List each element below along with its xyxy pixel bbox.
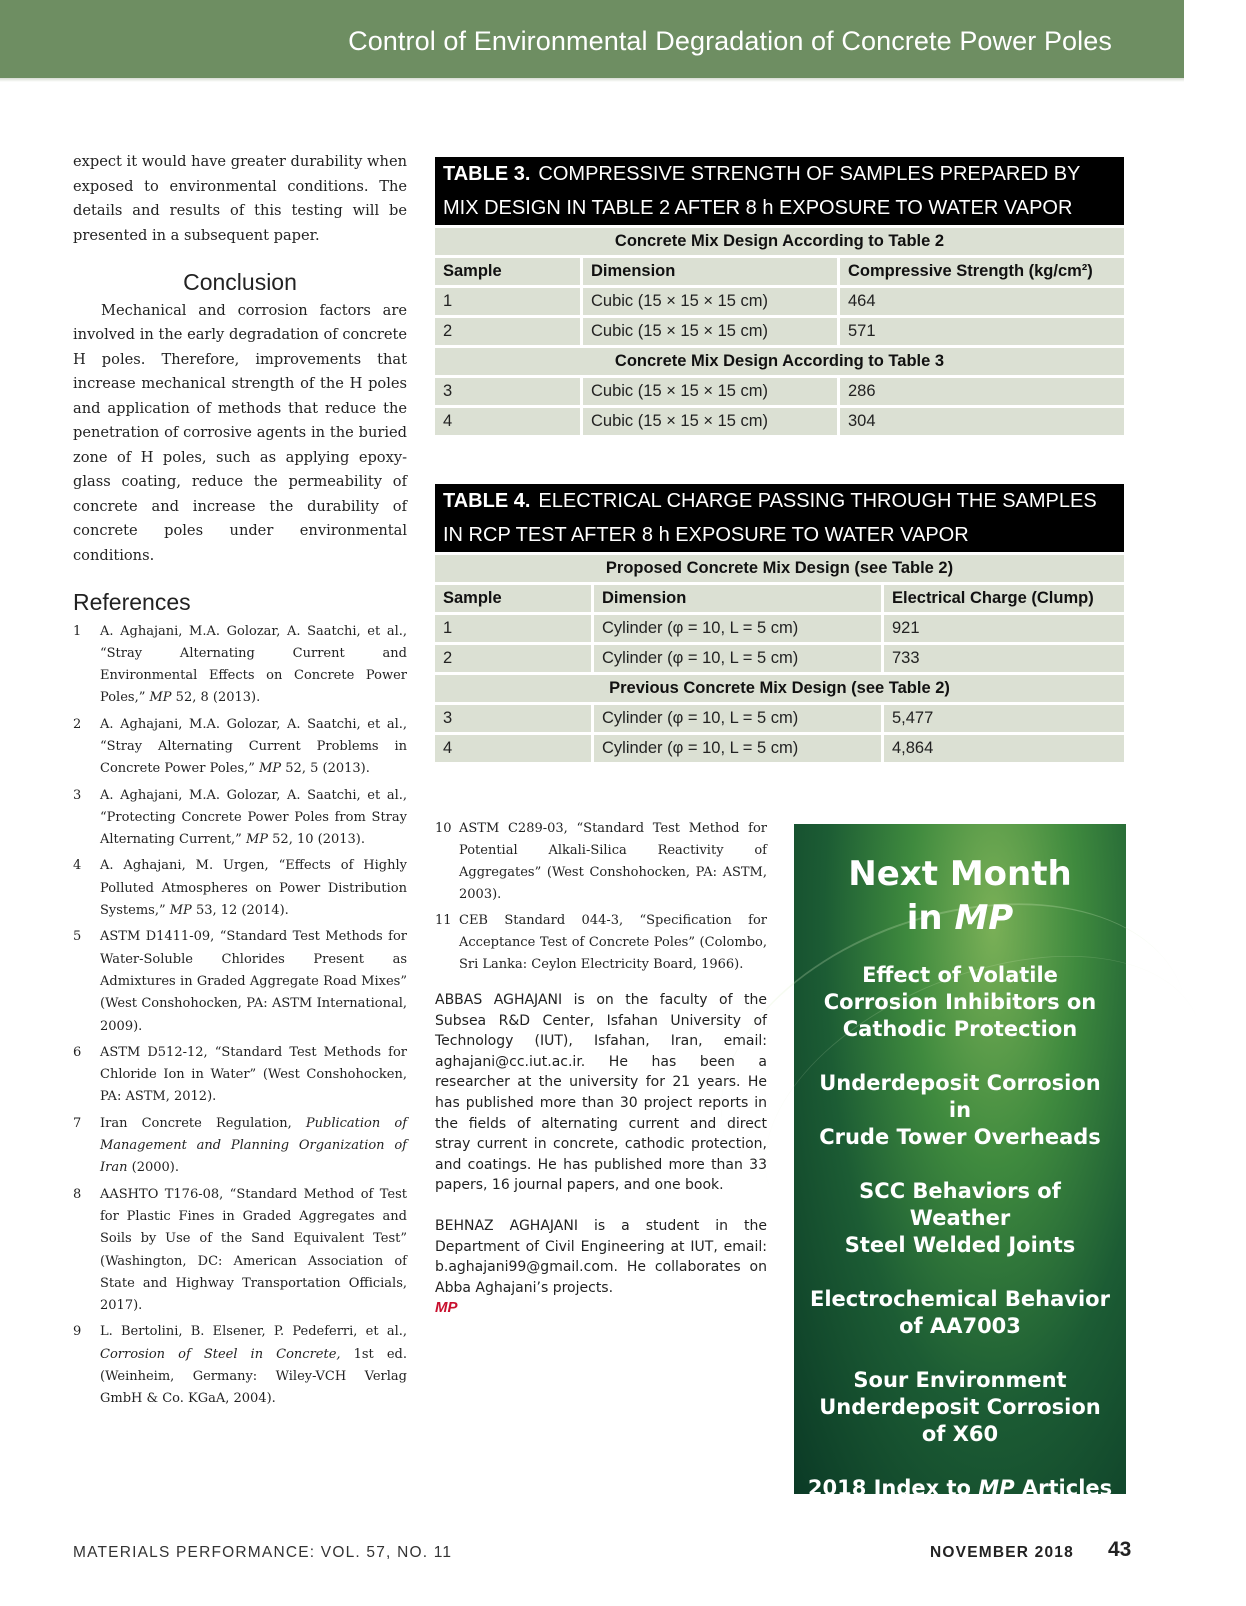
ad-index-mp: MP (978, 1476, 1015, 1500)
reference-number: 10 (435, 821, 452, 836)
reference-number: 5 (73, 929, 82, 945)
reference-item (73, 621, 407, 710)
table-3-row (435, 318, 1124, 345)
table-4-row (435, 615, 1124, 642)
table-4-group-1: Proposed Concrete Mix Design (see Table 2) (435, 555, 1124, 582)
ad-title (794, 852, 1126, 940)
table-3-cell: Cubic (15 × 15 × 15 cm) (583, 288, 837, 315)
reference-number: 2 (73, 716, 82, 732)
ad-article-item: Effect of Volatile Corrosion Inhibitors on Cathodic Protection (823, 963, 1097, 1041)
reference-text: CEB Standard 044-3, “Specification for Acceptance Test of Concrete Poles” (Colombo, Sri Lanka: Ceylon Electricity Board, 1966). (459, 913, 767, 972)
table-3-label: TABLE 3. (443, 163, 531, 185)
ad-article-item (794, 1475, 1126, 1529)
reference-italic: MP (259, 761, 282, 777)
reference-number: 6 (73, 1044, 82, 1060)
reference-text: AASHTO T176-08, “Standard Method of Test for Plastic Fines in Graded Aggregates and Soils by Use of the Sand Equivalent Test” (Washington, DC: American Association of State and Highway Transportation Officials, 2017). (100, 1186, 407, 1314)
next-month-ad (794, 824, 1126, 1527)
reference-item (73, 714, 407, 781)
table-4-cell: 3 (435, 705, 591, 732)
table-3-header-strength: Compressive Strength (kg/cm²) (840, 258, 1124, 285)
reference-item (73, 926, 407, 1037)
reference-number: 9 (73, 1324, 82, 1340)
table-4-body-1 (435, 615, 1124, 672)
table-3-row (435, 408, 1124, 435)
table-4-row (435, 735, 1124, 762)
table-4-cell: 2 (435, 645, 591, 672)
table-4-cell: 921 (884, 615, 1124, 642)
reference-italic: MP (245, 832, 269, 848)
table-3-cell: 1 (435, 288, 580, 315)
table-3-cell: 3 (435, 378, 580, 405)
table-3-row (435, 288, 1124, 315)
ad-article-list (794, 962, 1126, 1556)
table-3-title (435, 157, 1124, 225)
ad-title-line-2 (794, 896, 1126, 940)
table-4-cell: 1 (435, 615, 591, 642)
table-3-header-row (435, 258, 1124, 285)
table-3-cell: 571 (840, 318, 1124, 345)
reference-text: Iran Concrete Regulation, Publication of Management and Planning Organization of Iran (2000). (100, 1115, 407, 1176)
table-4-cell: Cylinder (φ = 10, L = 5 cm) (594, 645, 881, 672)
ad-title-in: in (906, 898, 955, 938)
reference-item (73, 1321, 407, 1410)
left-column (73, 150, 407, 1415)
reference-item (73, 855, 407, 922)
table-4-cell: 5,477 (884, 705, 1124, 732)
reference-item (73, 1184, 407, 1318)
table-3-cell: 464 (840, 288, 1124, 315)
ad-index-text: 2018 Index to (807, 1476, 979, 1500)
table-4-cell: Cylinder (φ = 10, L = 5 cm) (594, 705, 881, 732)
running-title: Control of Environmental Degradation of Concrete Power Poles (348, 26, 1112, 56)
ad-title-mp: MP (954, 898, 1014, 938)
reference-item (73, 785, 407, 852)
reference-number: 7 (73, 1115, 82, 1131)
table-4-row (435, 645, 1124, 672)
table-3-cell: Cubic (15 × 15 × 15 cm) (583, 378, 837, 405)
table-4-header-row (435, 585, 1124, 612)
table-3-cell: Cubic (15 × 15 × 15 cm) (583, 408, 837, 435)
intro-paragraph: expect it would have greater durability when exposed to environmental conditions. The details and results of this testing will be presented in a subsequent paper. (73, 153, 407, 244)
table-4-cell: Cylinder (φ = 10, L = 5 cm) (594, 615, 881, 642)
table-3-caption: COMPRESSIVE STRENGTH OF SAMPLES PREPARED BY MIX DESIGN IN TABLE 2 AFTER 8 h EXPOSURE TO WATER VAPOR (443, 163, 1081, 219)
reference-text: ASTM C289-03, “Standard Test Method for Potential Alkali-Silica Reactivity of Aggregates” (West Conshohocken, PA: ASTM, 2003). (459, 821, 767, 902)
table-4-cell: Cylinder (φ = 10, L = 5 cm) (594, 735, 881, 762)
table-4-header-sample: Sample (435, 585, 591, 612)
footer-journal: MATERIALS PERFORMANCE: VOL. 57, NO. 11 (73, 1544, 453, 1561)
table-3-header-sample: Sample (435, 258, 580, 285)
ad-title-line-1: Next Month (848, 854, 1072, 894)
table-4-cell: 4,864 (884, 735, 1124, 762)
middle-column (435, 818, 767, 1339)
reference-text: A. Aghajani, M.A. Golozar, A. Saatchi, et al., “Protecting Concrete Power Poles from Stray Alternating Current,” MP 52, 10 (2013). (100, 787, 407, 848)
ad-article-item: Electrochemical Behavior of AA7003 (810, 1287, 1110, 1338)
table-4-cell: 733 (884, 645, 1124, 672)
table-4-header-dimension: Dimension (594, 585, 881, 612)
table-3-cell: Cubic (15 × 15 × 15 cm) (583, 318, 837, 345)
reference-item (73, 1113, 407, 1180)
table-3-body-2 (435, 378, 1124, 435)
author-bio-behnaz (435, 1216, 767, 1319)
reference-list-continued (435, 818, 767, 976)
table-3-row (435, 378, 1124, 405)
reference-text: L. Bertolini, B. Elsener, P. Pedeferri, et al., Corrosion of Steel in Concrete, 1st ed. (Weinheim, Germany: Wiley-VCH Verlag GmbH & Co. KGaA, 2004). (100, 1324, 407, 1407)
reference-number: 3 (73, 787, 82, 803)
footer-date: NOVEMBER 2018 (930, 1544, 1074, 1561)
reference-number: 11 (435, 913, 452, 928)
table-4-caption: ELECTRICAL CHARGE PASSING THROUGH THE SAMPLES IN RCP TEST AFTER 8 h EXPOSURE TO WATER VAPOR (443, 490, 1097, 546)
table-3-cell: 2 (435, 318, 580, 345)
table-3-cell: 286 (840, 378, 1124, 405)
reference-italic: Publication of Management and Planning Organization of Iran (100, 1115, 407, 1176)
author-bio-abbas: ABBAS AGHAJANI is on the faculty of the Subsea R&D Center, Isfahan University of Technology (IUT), Isfahan, Iran, email: aghajani@cc.iut.ac.ir. He has been a researcher at the university for 21 years. He has published more than 30 project reports in the fields of alternating current and direct stray current in concrete, cathodic protection, and coatings. He has published more than 33 papers, 16 journal papers, and one book. (435, 992, 767, 1194)
reference-list (73, 621, 407, 1411)
table-3-cell: 4 (435, 408, 580, 435)
table-3-group-1: Concrete Mix Design According to Table 2 (435, 228, 1124, 255)
table-4-label: TABLE 4. (443, 490, 531, 512)
table-4-body-2 (435, 705, 1124, 762)
reference-text: A. Aghajani, M.A. Golozar, A. Saatchi, et al., “Stray Alternating Current Problems in Concrete Power Poles,” MP 52, 5 (2013). (100, 716, 407, 777)
table-4-header-charge: Electrical Charge (Clump) (884, 585, 1124, 612)
table-4 (435, 484, 1124, 762)
table-4-row (435, 705, 1124, 732)
ad-article-item: Sour Environment Underdeposit Corrosion of X60 (819, 1368, 1101, 1446)
reference-italic: Corrosion of Steel in Concrete, (100, 1346, 341, 1362)
table-4-cell: 4 (435, 735, 591, 762)
table-4-title (435, 484, 1124, 552)
table-3 (435, 157, 1124, 435)
conclusion-paragraph: Mechanical and corrosion factors are involved in the early degradation of concrete H poles. Therefore, improvements that increase mechanical strength of the H poles and application of methods that reduce the penetration of corrosive agents in the buried zone of H poles, such as applying epoxy-glass coating, reduce the permeability of concrete and increase the durability of concrete poles under environmental conditions. (73, 301, 407, 564)
conclusion-heading: Conclusion (183, 269, 297, 295)
page-number: 43 (1108, 1538, 1132, 1561)
reference-number: 4 (73, 858, 82, 874)
table-3-group-2: Concrete Mix Design According to Table 3 (435, 348, 1124, 375)
reference-text: ASTM D1411-09, “Standard Test Methods for Water-Soluble Chlorides Present as Admixtures in Graded Aggregate Road Mixes” (West Conshohocken, PA: ASTM International, 2009). (100, 929, 407, 1034)
reference-text: ASTM D512-12, “Standard Test Methods for Chloride Ion in Water” (West Conshohocken, PA: ASTM, 2012). (100, 1044, 407, 1105)
reference-item (73, 1042, 407, 1109)
page-header-bar (0, 0, 1184, 78)
reference-number: 8 (73, 1186, 82, 1202)
reference-italic: MP (149, 690, 172, 706)
reference-item (435, 818, 767, 906)
reference-italic: MP (169, 903, 192, 919)
mp-end-mark: MP (435, 1299, 458, 1317)
table-3-body-1 (435, 288, 1124, 345)
author-bio-behnaz-text: BEHNAZ AGHAJANI is a student in the Department of Civil Engineering at IUT, email: b.aghajani99@gmail.com. He collaborates on Abba Aghajani’s projects. (435, 1217, 767, 1296)
table-4-group-2: Previous Concrete Mix Design (see Table 2) (435, 675, 1124, 702)
ad-article-item: Underdeposit Corrosion in Crude Tower Overheads (819, 1071, 1101, 1149)
reference-text: A. Aghajani, M.A. Golozar, A. Saatchi, et al., “Stray Alternating Current and Environmental Effects on Concrete Power Poles,” MP 52, 8 (2013). (100, 623, 407, 706)
ad-article-item: SCC Behaviors of Weather Steel Welded Joints (844, 1179, 1076, 1257)
reference-number: 1 (73, 623, 82, 639)
header-shadow (0, 78, 1184, 82)
table-3-header-dimension: Dimension (583, 258, 837, 285)
ad-index-text: Articles and Authors (887, 1476, 1113, 1527)
table-3-cell: 304 (840, 408, 1124, 435)
reference-item (435, 910, 767, 976)
reference-text: A. Aghajani, M. Urgen, “Effects of Highly Polluted Atmospheres on Power Distribution Systems,” MP 53, 12 (2014). (100, 858, 407, 919)
references-heading: References (73, 589, 191, 615)
